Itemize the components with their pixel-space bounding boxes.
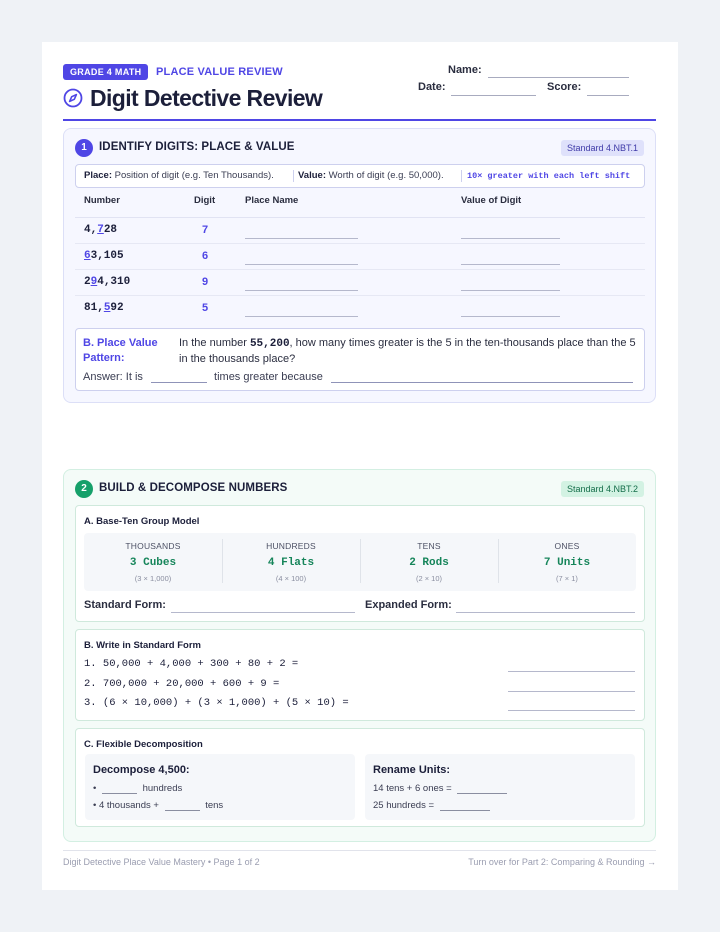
rename-blank[interactable]: [457, 783, 507, 794]
value-blank[interactable]: [461, 290, 560, 291]
page-title: Digit Detective Review: [90, 85, 323, 111]
footer-right: Turn over for Part 2: Comparing & Rounding →: [468, 857, 656, 867]
rename-blank[interactable]: [440, 800, 490, 811]
answer-blank[interactable]: [508, 691, 635, 692]
expanded-form-label: Expanded Form:: [365, 599, 452, 611]
worksheet-header: [63, 64, 656, 121]
value-blank[interactable]: [461, 238, 560, 239]
digit-cell: 9: [202, 276, 209, 288]
place-name-blank[interactable]: [245, 316, 358, 317]
hundreds-blank[interactable]: [102, 783, 137, 794]
section-title: BUILD & DECOMPOSE NUMBERS: [99, 482, 288, 494]
compass-icon: [63, 88, 83, 108]
table-row: [75, 218, 645, 244]
tens-column: TENS 2 Rods (2 × 10): [360, 533, 498, 591]
rename-line: 25 hundreds =: [373, 800, 490, 811]
rename-line: 14 tens + 6 ones =: [373, 783, 507, 794]
section-number: 2: [75, 480, 93, 498]
rename-card: [365, 754, 635, 820]
exercise-item: 2. 700,000 + 20,000 + 600 + 9 =: [84, 678, 280, 690]
part-heading: A. Base-Ten Group Model: [84, 516, 200, 527]
place-name-blank[interactable]: [245, 290, 358, 291]
table-row: [75, 296, 645, 322]
standard-tag: Standard 4.NBT.1: [561, 140, 644, 156]
place-definition: Place: Position of digit (e.g. Ten Thousands).: [84, 170, 274, 181]
card-title: Decompose 4,500:: [93, 764, 190, 776]
part-heading: C. Flexible Decomposition: [84, 739, 203, 750]
name-field[interactable]: [488, 77, 629, 78]
exercise-item: 3. (6 × 10,000) + (3 × 1,000) + (5 × 10) =: [84, 697, 349, 709]
footer-divider: [63, 850, 656, 851]
footer-left: Digit Detective Place Value Mastery • Page 1 of 2: [63, 857, 260, 867]
value-definition: Value: Worth of digit (e.g. 50,000).: [298, 170, 444, 181]
section-title: IDENTIFY DIGITS: PLACE & VALUE: [99, 141, 295, 153]
value-blank[interactable]: [461, 264, 560, 265]
answer-blank[interactable]: [508, 671, 635, 672]
pattern-heading: B. Place Value Pattern:: [83, 337, 158, 364]
shift-note: 10× greater with each left shift: [467, 171, 631, 181]
section-number: 1: [75, 139, 93, 157]
column-header: Digit: [194, 195, 216, 206]
hundreds-column: HUNDREDS 4 Flats (4 × 100): [222, 533, 360, 591]
card-title: Rename Units:: [373, 764, 451, 776]
number-cell: 81,592: [84, 302, 124, 314]
standard-form-blank[interactable]: [171, 612, 355, 613]
place-name-blank[interactable]: [245, 264, 358, 265]
number-cell: 63,105: [84, 250, 124, 262]
digit-cell: 7: [202, 224, 209, 236]
pattern-question: In the number 55,200, how many times greater is the 5 in the ten-thousands place than the 5 in the thousands place?: [179, 337, 636, 365]
thousands-column: THOUSANDS 3 Cubes (3 × 1,000): [125, 541, 181, 583]
value-blank[interactable]: [461, 316, 560, 317]
flexible-decomposition: [75, 728, 645, 827]
digit-cell: 5: [202, 302, 209, 314]
standard-form-label: Standard Form:: [84, 599, 166, 611]
reason-blank[interactable]: [331, 371, 633, 383]
grade-badge: GRADE 4 MATH: [63, 64, 148, 80]
student-info: [418, 64, 656, 114]
number-cell: 294,310: [84, 276, 131, 288]
date-field[interactable]: [451, 95, 536, 96]
number-cell: 4,728: [84, 224, 118, 236]
times-blank[interactable]: [151, 371, 207, 383]
exercise-item: 1. 50,000 + 4,000 + 300 + 80 + 2 =: [84, 658, 299, 670]
column-header: Place Name: [245, 195, 299, 206]
base-ten-model: [75, 505, 645, 622]
standard-form-exercises: [75, 629, 645, 721]
worksheet-page: [42, 42, 678, 890]
column-header: Value of Digit: [461, 195, 522, 206]
decompose-line: • 4 thousands + tens: [93, 800, 224, 811]
name-label: Name:: [448, 64, 482, 76]
expanded-form-blank[interactable]: [456, 612, 635, 613]
score-field[interactable]: [587, 95, 629, 96]
part-heading: B. Write in Standard Form: [84, 640, 202, 651]
score-label: Score:: [547, 81, 582, 93]
table-row: [75, 270, 645, 296]
answer-blank[interactable]: [508, 710, 635, 711]
section-identify-digits: [63, 128, 656, 403]
table-row: [75, 244, 645, 270]
place-value-pattern: [75, 328, 645, 391]
base-ten-grid: [84, 533, 636, 591]
section-build-decompose: [63, 469, 656, 842]
ones-column: ONES 7 Units (7 × 1): [498, 533, 636, 591]
tens-blank[interactable]: [165, 800, 200, 811]
standard-tag: Standard 4.NBT.2: [561, 481, 644, 497]
date-label: Date:: [418, 81, 446, 93]
topic-kicker: PLACE VALUE REVIEW: [156, 66, 283, 78]
column-header: Number: [84, 195, 120, 206]
digit-cell: 6: [202, 250, 209, 262]
place-name-blank[interactable]: [245, 238, 358, 239]
definitions-box: [75, 164, 645, 188]
decompose-line: • hundreds: [93, 783, 183, 794]
header-divider: [63, 119, 656, 121]
pattern-answer: Answer: It is times greater because: [83, 371, 633, 383]
decompose-card: [85, 754, 355, 820]
